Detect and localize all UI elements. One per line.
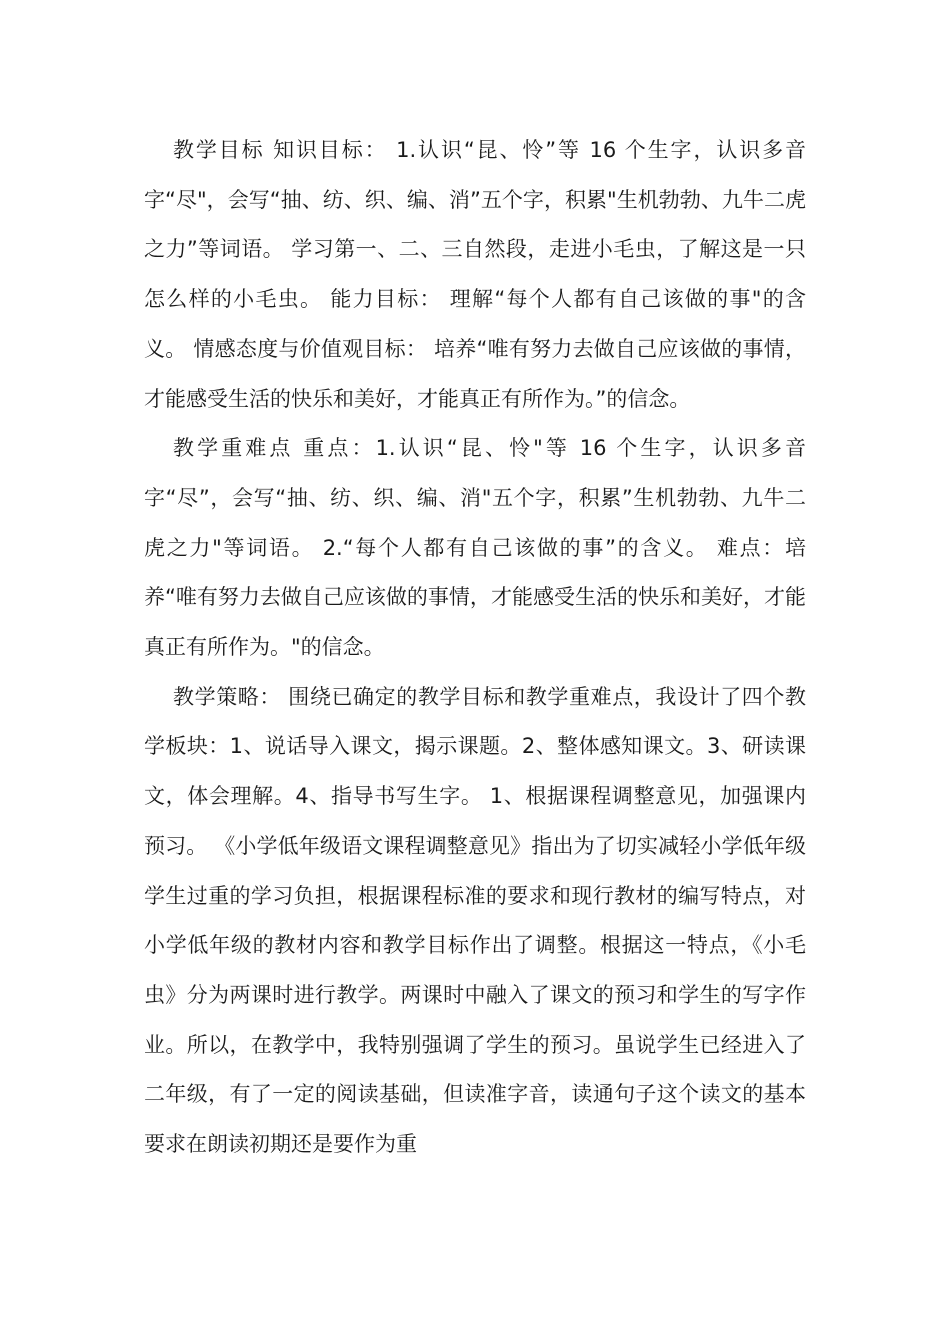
paragraph-teaching-strategy: 教学策略： 围绕已确定的教学目标和教学重难点，我设计了四个教学板块：1、说话导入课文，揭示课题。2、整体感知课文。3、研读课文，体会理解。4、指导书写生字。 1、根据课程调整意见，加强课内预习。 《小学低年级语文课程调整意见》指出为了切实减轻小学低年级学生过重的学习负担，根据课程标准的要求和现行教材的编写特点，对小学低年级的教材内容和教学目标作出了调整。根据这一特点，《小毛虫》分为两课时进行教学。两课时中融入了课文的预习和学生的写字作业。所以，在教学中，我特别强调了学生的预习。虽说学生已经进入了二年级，有了一定的阅读基础，但读准字音，读通句子这个读文的基本要求在朗读初期还是要作为重 — [144, 684, 806, 1157]
paragraph-teaching-objectives: 教学目标 知识目标： 1.认识“昆、怜”等 16 个生字，认识多音字“尽"，会写“抽、纺、织、编、消”五个字，积累"生机勃勃、九牛二虎之力”等词语。 学习第一、二、三自然段，走进小毛虫，了解这是一只怎么样的小毛虫。 能力目标： 理解“每个人都有自己该做的事"的含义。 情感态度与价值观目标： 培养“唯有努力去做自己应该做的事情，才能感受生活的快乐和美好，才能真正有所作为。”的信念。 — [144, 138, 806, 411]
paragraph-key-difficult-points: 教学重难点 重点：1.认识“昆、怜"等 16 个生字，认识多音字“尽”，会写“抽、纺、织、编、消"五个字，积累”生机勃勃、九牛二虎之力"等词语。 2.“每个人都有自己该做的事”的含义。 难点：培养“唯有努力去做自己应该做的事情，才能感受生活的快乐和美好，才能真正有所作为。"的信念。 — [144, 436, 806, 660]
document-body — [144, 126, 806, 1170]
